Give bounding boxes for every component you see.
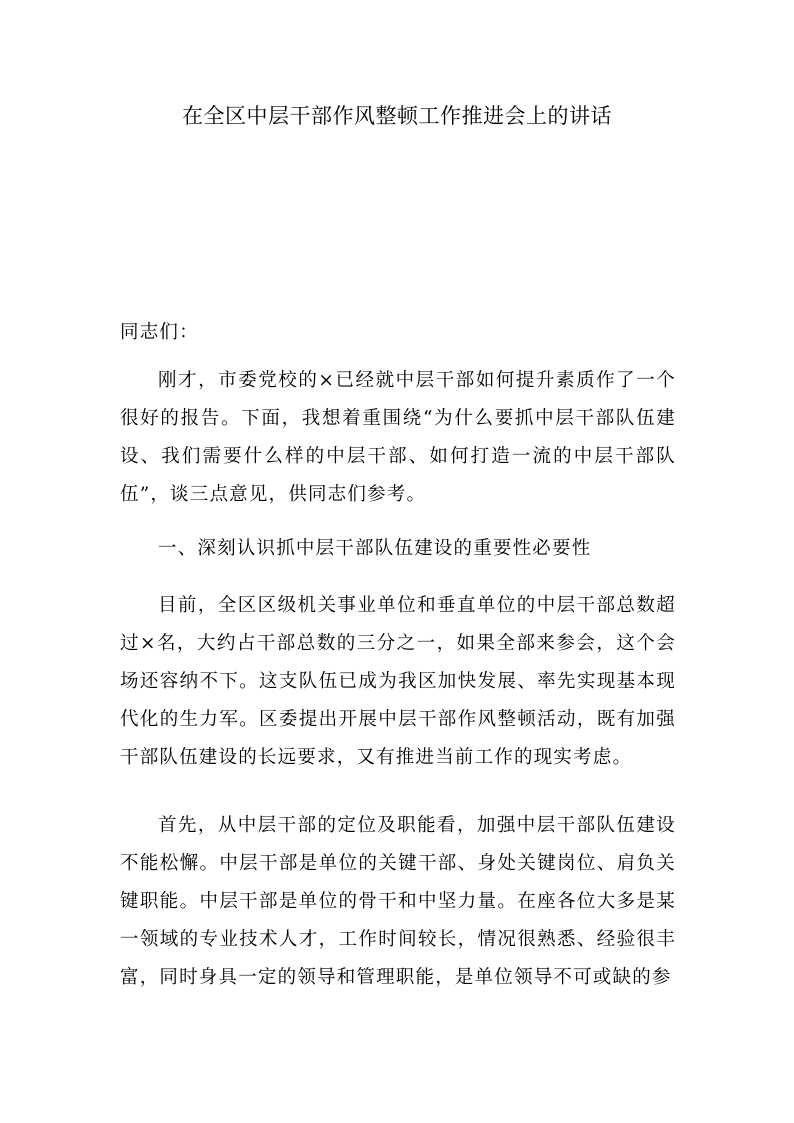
section-heading-1: 一、深刻认识抓中层干部队伍建设的重要性必要性 [158, 538, 592, 559]
paragraph-current-status: 目前，全区区级机关事业单位和垂直单位的中层干部总数超过×名，大约占干部总数的三分之一，如果全部来参会，这个会场还容纳不下。这支队伍已成为我区加快发展、率先实现基本现代化的生力军。区委提出开展中层干部作风整顿活动，既有加强干部队伍建设的长远要求，又有推进当前工作的现实考虑。 [120, 595, 676, 768]
paragraph-first-point: 首先，从中层干部的定位及职能看，加强中层干部队伍建设不能松懈。中层干部是单位的关键干部、身处关键岗位、肩负关键职能。中层干部是单位的骨干和中坚力量。在座各位大多是某一领域的专业技术人才，工作时间较长，情况很熟悉、经验很丰富，同时身具一定的领导和管理职能，是单位领导不可或缺的参 [120, 815, 676, 988]
document-title: 在全区中层干部作风整顿工作推进会上的讲话 [182, 104, 612, 128]
paragraph-intro: 刚才，市委党校的×已经就中层干部如何提升素质作了一个很好的报告。下面，我想着重围绕“为什么要抓中层干部队伍建设、我们需要什么样的中层干部、如何打造一流的中层干部队伍”，谈三点意见，供同志们参考。 [120, 370, 676, 505]
salutation: 同志们： [120, 322, 199, 343]
